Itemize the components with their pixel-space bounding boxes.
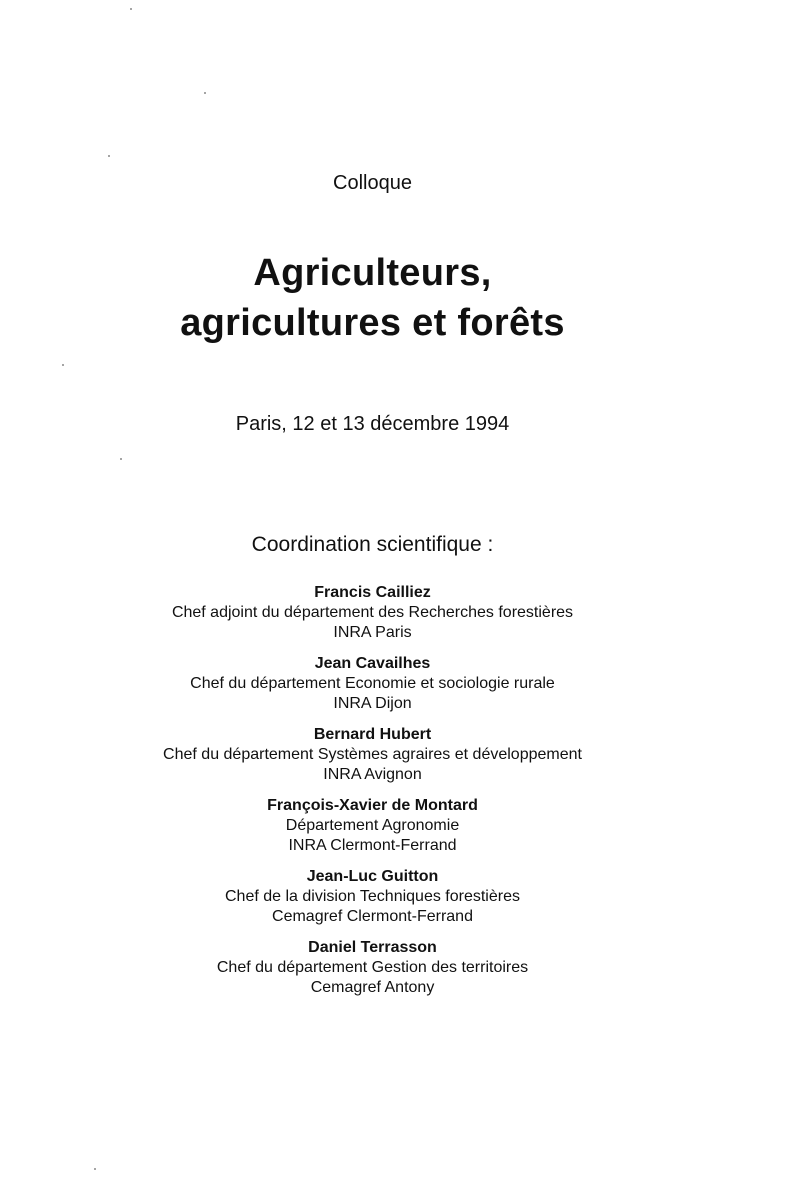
- coordinator-role: Chef du département Economie et sociologie rurale: [190, 675, 555, 692]
- coordinator-entry: [0, 796, 745, 856]
- coordinator-name: Jean Cavailhes: [314, 655, 431, 672]
- coordinator-affiliation: INRA Clermont-Ferrand: [288, 837, 457, 854]
- coordinator-name: François-Xavier de Montard: [267, 797, 478, 814]
- coordinator-entry: [0, 583, 745, 643]
- coordinator-entry: [0, 867, 745, 927]
- scan-speck: [204, 92, 206, 94]
- scan-speck: [62, 364, 64, 366]
- coordinator-affiliation: Cemagref Clermont-Ferrand: [272, 908, 473, 925]
- coordinator-role: Département Agronomie: [285, 817, 460, 834]
- event-type: Colloque: [333, 172, 412, 194]
- scan-speck: [120, 458, 122, 460]
- coordinator-role: Chef du département Systèmes agraires et développement: [163, 746, 582, 763]
- coordinator-role: Chef du département Gestion des territoires: [216, 959, 529, 976]
- scan-speck: [108, 155, 110, 157]
- page-title: [0, 248, 745, 348]
- coordinator-affiliation: Cemagref Antony: [310, 979, 435, 996]
- coordinator-name: Daniel Terrasson: [308, 939, 437, 956]
- title-line-2: agricultures et forêts: [180, 302, 565, 344]
- coordinator-role: Chef de la division Techniques forestières: [225, 888, 520, 905]
- coordinator-name: Francis Cailliez: [314, 584, 431, 601]
- coordination-heading: Coordination scientifique :: [251, 533, 494, 556]
- coordinator-entry: [0, 938, 745, 998]
- coordinator-name: Bernard Hubert: [313, 726, 432, 743]
- coordinator-entry: [0, 654, 745, 714]
- scan-speck: [94, 1168, 96, 1170]
- coordinator-name: Jean-Luc Guitton: [306, 868, 439, 885]
- coordinator-role: Chef adjoint du département des Recherches forestières: [171, 604, 574, 621]
- coordinators-list: [0, 583, 745, 1009]
- coordinator-affiliation: INRA Avignon: [323, 766, 422, 783]
- coordinator-affiliation: INRA Dijon: [333, 695, 412, 712]
- coordinator-entry: [0, 725, 745, 785]
- coordinator-affiliation: INRA Paris: [333, 624, 412, 641]
- event-date: Paris, 12 et 13 décembre 1994: [235, 413, 510, 435]
- title-line-1: Agriculteurs,: [253, 252, 492, 294]
- scan-speck: [130, 8, 132, 10]
